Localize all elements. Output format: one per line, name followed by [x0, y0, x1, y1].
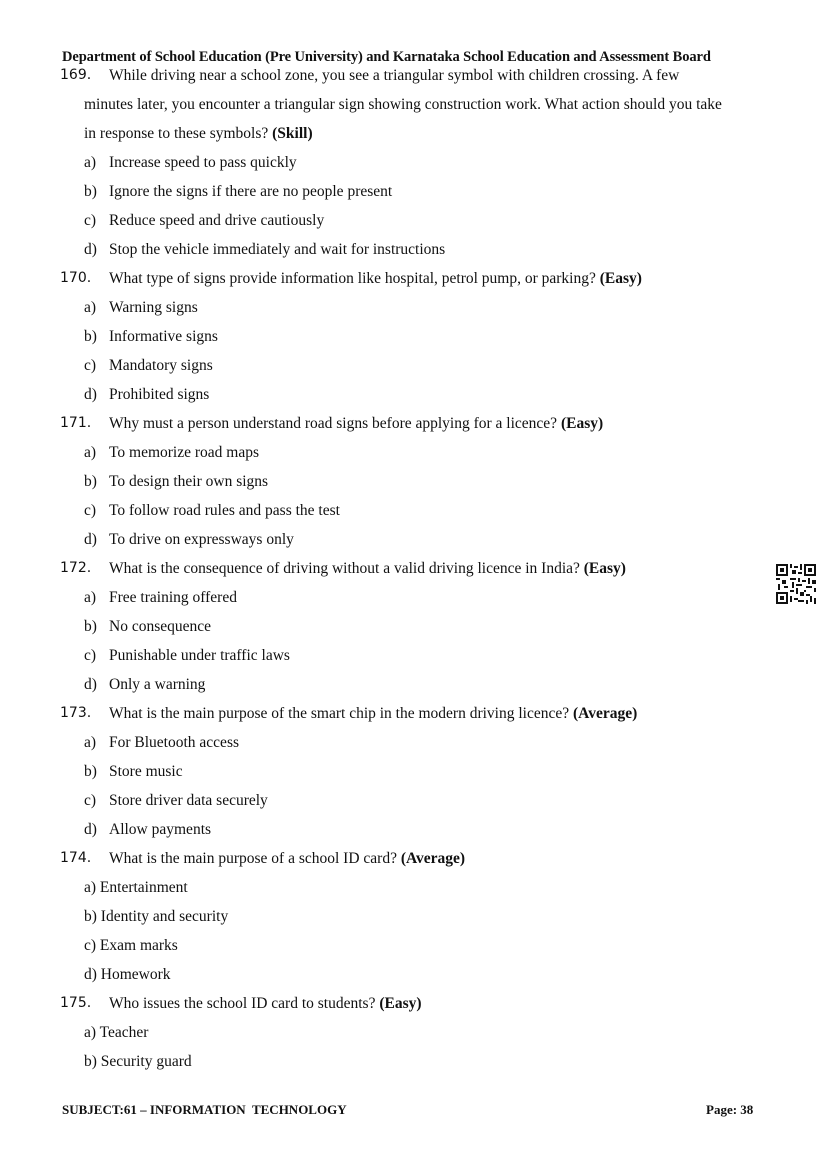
option: [0, 902, 827, 931]
qr-code-icon: [776, 564, 816, 604]
option: [0, 1018, 827, 1047]
question-text-with-difficulty: [109, 699, 637, 728]
difficulty-label: (Easy): [560, 415, 604, 432]
question-number: 169.: [60, 67, 92, 83]
option-text: Allow payments: [109, 821, 212, 838]
option-text: Informative signs: [109, 328, 218, 345]
option-label: d): [84, 676, 97, 693]
question-number: 172.: [60, 560, 92, 576]
option: [0, 873, 827, 902]
option: [0, 583, 827, 612]
question-text-with-difficulty: [109, 264, 642, 293]
option-label: a): [84, 299, 97, 316]
difficulty-label: (Average): [400, 850, 466, 867]
difficulty-label: (Skill): [272, 125, 313, 142]
question-number: 171.: [60, 415, 92, 431]
question-text: What is the consequence of driving without a valid driving licence in India?: [109, 560, 580, 577]
option: [0, 757, 827, 786]
option-text: Prohibited signs: [109, 386, 210, 403]
option: [0, 525, 827, 554]
question-172: [0, 554, 827, 583]
option-label: c): [84, 647, 97, 664]
option-text: For Bluetooth access: [109, 734, 240, 751]
option: [0, 467, 827, 496]
option: [0, 931, 827, 960]
option-text: Store music: [109, 763, 183, 780]
difficulty-label: (Easy): [379, 995, 422, 1012]
question-175: [0, 989, 827, 1018]
question-text-with-difficulty: [109, 989, 422, 1018]
question-174: [0, 844, 827, 873]
question-text-with-difficulty: [84, 119, 313, 148]
difficulty-label: (Easy): [583, 560, 626, 577]
option: [0, 380, 827, 409]
option-label: a): [84, 734, 97, 751]
question-text: What is the main purpose of the smart chip in the modern driving licence?: [109, 705, 570, 722]
option-text: Reduce speed and drive cautiously: [109, 212, 325, 229]
option-text: To follow road rules and pass the test: [109, 502, 340, 519]
question-text: What type of signs provide information like hospital, petrol pump, or parking?: [109, 270, 596, 287]
option-label: a): [84, 154, 97, 171]
question-number: 170.: [60, 270, 92, 286]
question-text-continued: [0, 119, 827, 148]
option-text: Stop the vehicle immediately and wait for instructions: [109, 241, 446, 258]
question-text: in response to these symbols?: [84, 125, 269, 142]
option-text: d) Homework: [84, 966, 171, 983]
option: [0, 960, 827, 989]
option-text: To memorize road maps: [109, 444, 259, 461]
option: [0, 293, 827, 322]
option: [0, 728, 827, 757]
difficulty-label: (Average): [573, 705, 638, 722]
option-label: d): [84, 821, 97, 838]
option: [0, 670, 827, 699]
option-label: b): [84, 618, 97, 635]
page-header: Department of School Education (Pre University) and Karnataka School Education and Assessment Board: [62, 49, 711, 65]
option: [0, 786, 827, 815]
option: [0, 496, 827, 525]
footer-page-number: Page: 38: [706, 1102, 754, 1117]
option-text: b) Security guard: [84, 1053, 192, 1070]
option: [0, 1047, 827, 1076]
option-text: a) Teacher: [84, 1024, 149, 1041]
option: [0, 322, 827, 351]
option-label: b): [84, 473, 97, 490]
option-text: Free training offered: [109, 589, 237, 606]
option-label: c): [84, 502, 97, 519]
option-text: To drive on expressways only: [109, 531, 294, 548]
option: [0, 815, 827, 844]
option: [0, 641, 827, 670]
option: [0, 206, 827, 235]
question-170: [0, 264, 827, 293]
option-text: No consequence: [109, 618, 211, 635]
option-text: Ignore the signs if there are no people present: [109, 183, 393, 200]
question-173: [0, 699, 827, 728]
difficulty-label: (Easy): [599, 270, 642, 287]
option-text: Punishable under traffic laws: [109, 647, 290, 664]
option: [0, 438, 827, 467]
question-169: [0, 61, 827, 90]
option-text: c) Exam marks: [84, 937, 178, 954]
footer-subject: SUBJECT:61 – INFORMATION TECHNOLOGY: [62, 1102, 347, 1117]
question-number: 174.: [60, 850, 92, 866]
question-text: minutes later, you encounter a triangular sign showing construction work. What action should you take: [84, 96, 722, 113]
option-label: b): [84, 183, 97, 200]
question-text: Who issues the school ID card to students?: [109, 995, 376, 1012]
option-label: b): [84, 328, 97, 345]
option-label: a): [84, 444, 97, 461]
option: [0, 235, 827, 264]
option: [0, 177, 827, 206]
option: [0, 351, 827, 380]
option-label: a): [84, 589, 97, 606]
question-text: Why must a person understand road signs before applying for a licence?: [109, 415, 558, 432]
option-label: d): [84, 241, 97, 258]
option-label: b): [84, 763, 97, 780]
question-text-continued: [0, 90, 827, 119]
question-list: [0, 61, 827, 1076]
option-text: a) Entertainment: [84, 879, 188, 896]
option-label: d): [84, 531, 97, 548]
question-text-with-difficulty: [109, 554, 626, 583]
question-171: [0, 409, 827, 438]
question-text-with-difficulty: [109, 844, 465, 873]
option-label: c): [84, 792, 97, 809]
question-number: 173.: [60, 705, 92, 721]
option-text: To design their own signs: [109, 473, 269, 490]
option-label: d): [84, 386, 97, 403]
option-text: Mandatory signs: [109, 357, 213, 374]
question-text-with-difficulty: [109, 409, 603, 438]
question-text: While driving near a school zone, you see a triangular symbol with children crossing. A few: [109, 67, 680, 84]
option-label: c): [84, 212, 97, 229]
option: [0, 148, 827, 177]
option-text: Increase speed to pass quickly: [109, 154, 297, 171]
question-number: 175.: [60, 995, 92, 1011]
option-text: b) Identity and security: [84, 908, 229, 925]
option: [0, 612, 827, 641]
option-text: Store driver data securely: [109, 792, 268, 809]
option-label: c): [84, 357, 97, 374]
question-text: What is the main purpose of a school ID card?: [109, 850, 397, 867]
option-text: Only a warning: [109, 676, 206, 693]
option-text: Warning signs: [109, 299, 198, 316]
